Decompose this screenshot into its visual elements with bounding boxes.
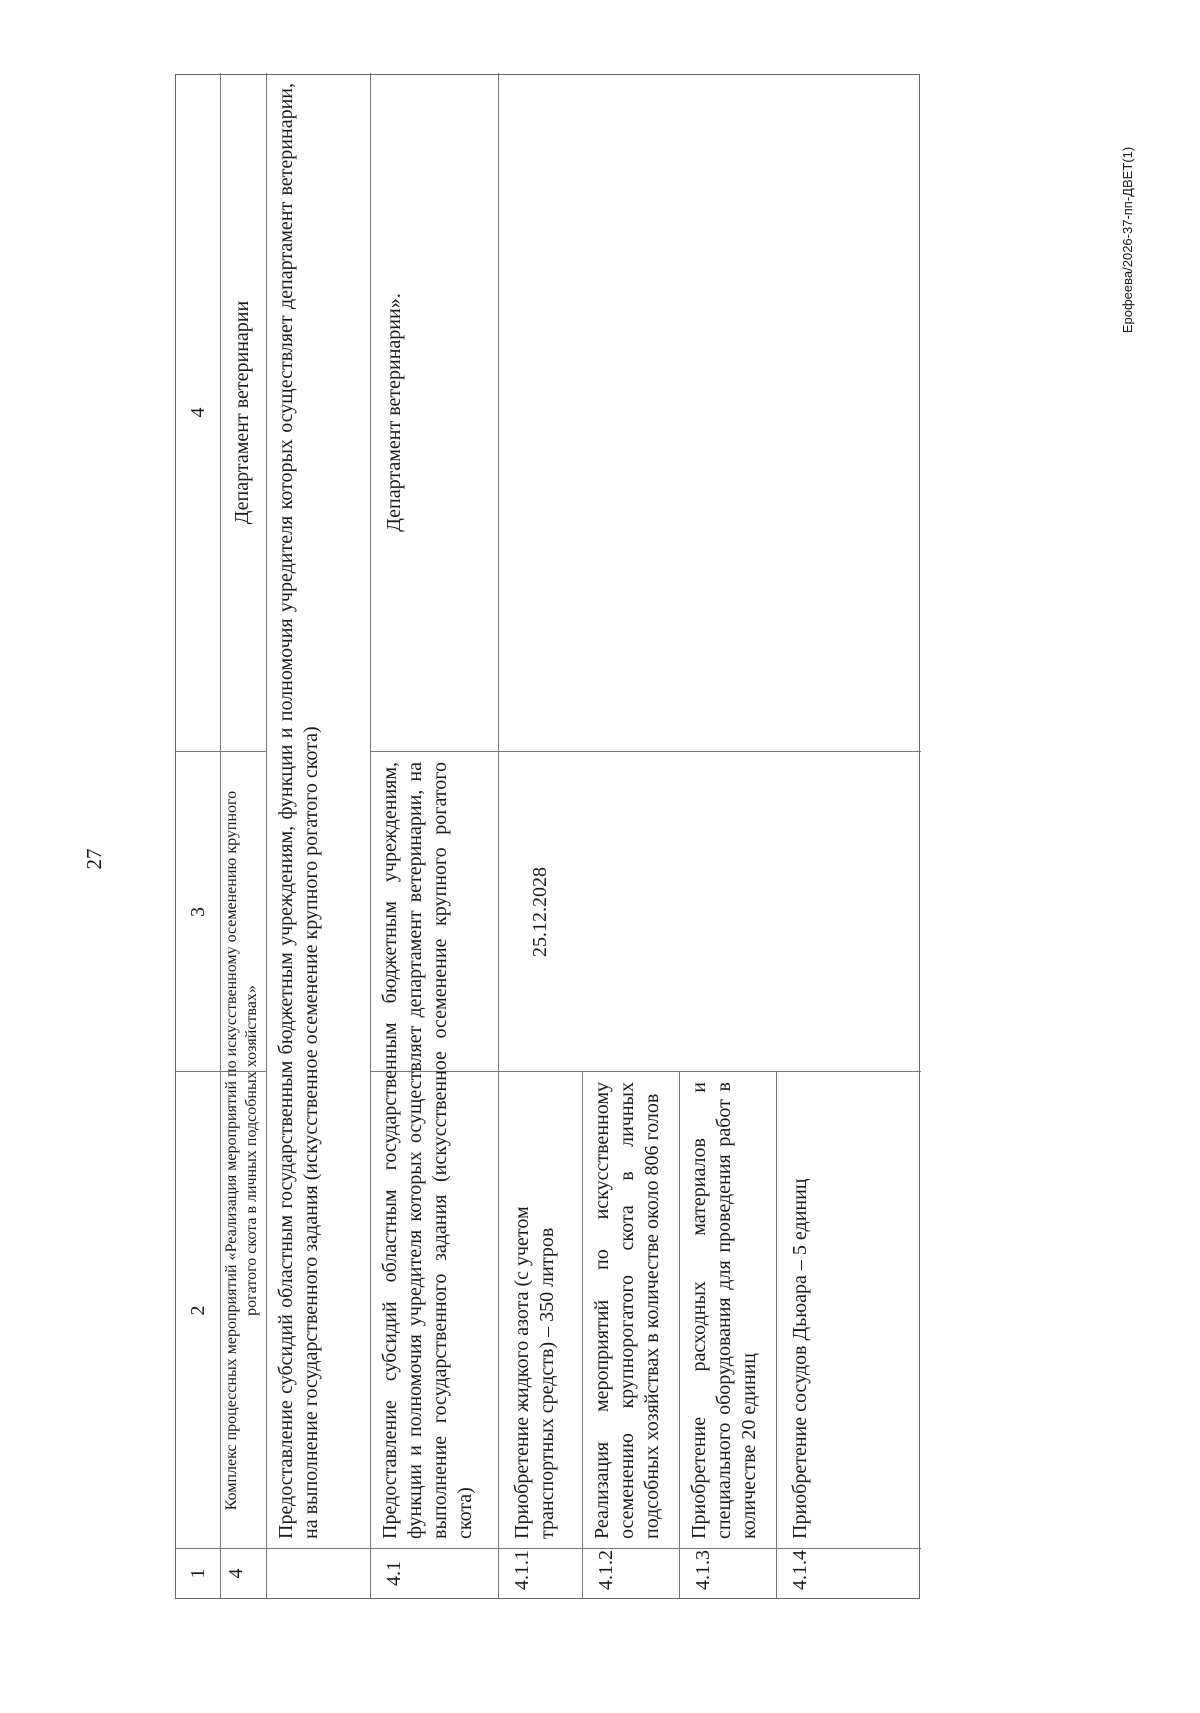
row-4-1-number: 4.1: [383, 1561, 405, 1586]
subrow-text: Приобретение расходных материалов и специального оборудования для проведения работ в количестве 20 единиц: [688, 1082, 760, 1539]
row-4-1-executor: Департамент ветеринарии».: [383, 293, 405, 532]
document-id: Ерофеева/2026-37-пп-ДВЕТ(1): [1120, 146, 1135, 334]
subrow-text: Приобретение жидкого азота (с учетом транспортных средств) – 350 литров: [511, 1206, 558, 1539]
row-4-number: 4: [225, 1568, 247, 1579]
subrow-number: 4.1.4: [789, 1550, 811, 1590]
deadline-date: 25.12.2028: [529, 867, 551, 957]
measures-table: [175, 74, 920, 1599]
header-col-4: 4: [186, 407, 209, 418]
task-description: Предоставление субсидий областным государственным бюджетным учреждениям, функции и полномочия учредителя которых осуществляет департамент ветеринарии, на выполнение государственного задания (искусственное осеменение крупного рогатого скота): [275, 83, 322, 1539]
row-4-1-text: Предоставление субсидий областным государственным бюджетным учреждениям, функции и полномочия учредителя которых осуществляет департамент ветеринарии, на выполнение государственного задания (искусственное осеменение крупного рогатого скота): [379, 762, 476, 1539]
subrow-text: Реализация мероприятий по искусственному осеменению крупнорогатого скота в личных подсобных хозяйствах в количестве около 806 голов: [591, 1082, 663, 1539]
subrow-number: 4.1.1: [511, 1550, 533, 1590]
header-col-2: 2: [186, 1305, 209, 1316]
header-col-3: 3: [186, 907, 209, 917]
row-4-title: Комплекс процессных мероприятий «Реализация мероприятий по искусственному осеменению крупного рогатого скота в личных подсобных хозяйствах»: [223, 790, 260, 1511]
header-col-1: 1: [186, 1568, 209, 1579]
row-4-executor: Департамент ветеринарии: [231, 300, 253, 525]
subrow-number: 4.1.2: [595, 1550, 617, 1590]
page-number: 27: [82, 848, 106, 870]
subrow-number: 4.1.3: [692, 1550, 714, 1590]
subrow-text: Приобретение сосудов Дьюара – 5 единиц: [789, 1178, 811, 1539]
